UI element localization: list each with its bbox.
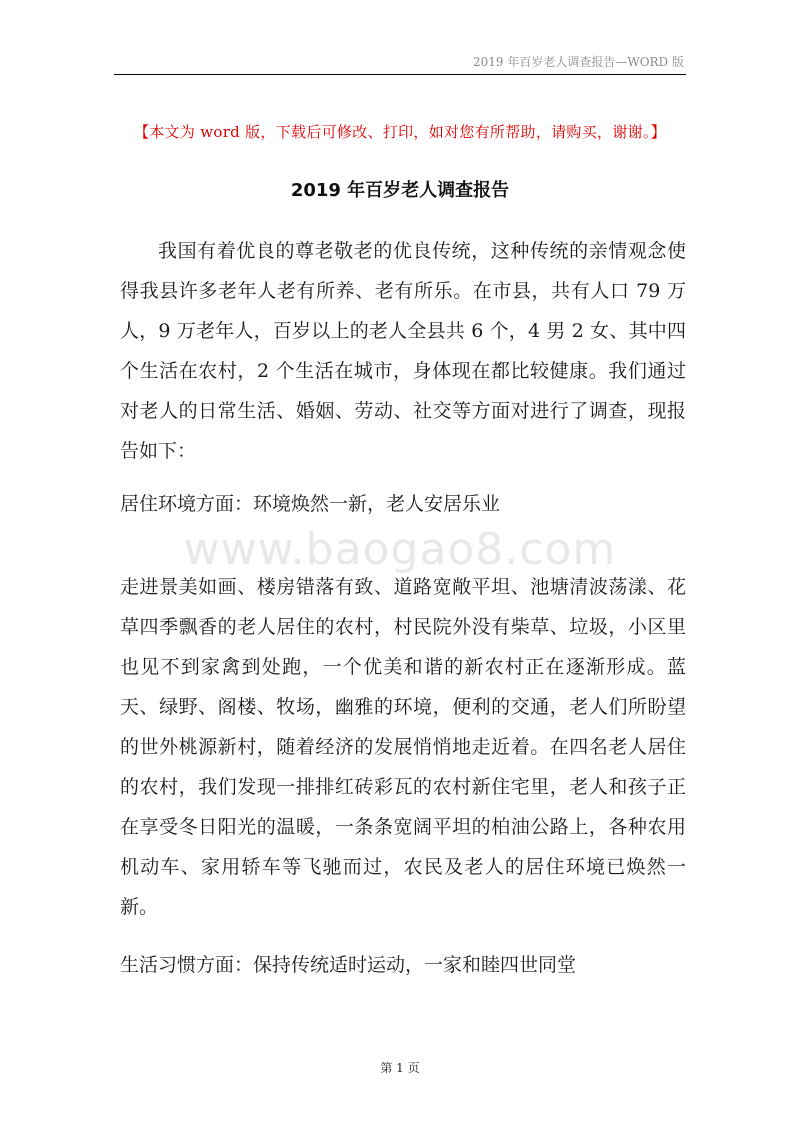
section-heading-living-environment: 居住环境方面：环境焕然一新，老人安居乐业 <box>120 493 501 515</box>
section-heading-living-habits: 生活习惯方面：保持传统适时运动，一家和睦四世同堂 <box>120 954 577 976</box>
page-number: 第 1 页 <box>380 1061 420 1075</box>
watermark-text: www.baogao8.com <box>183 524 617 575</box>
living-environment-paragraph: 走进景美如画、楼房错落有致、道路宽敞平坦、池塘清波荡漾、花草四季飘香的老人居住的农村，村民院外没有柴草、垃圾，小区里也见不到家禽到处跑，一个优美和谐的新农村正在逐渐形成。蓝天、绿野、阁楼、牧场，幽雅的环境，便利的交通，老人们所盼望的世外桃源新村，随着经济的发展悄悄地走近着。在四名老人居住的农村，我们发现一排排红砖彩瓦的农村新住宅里，老人和孩子正在享受冬日阳光的温暖，一条条宽阔平坦的柏油公路上，各种农用机动车、家用轿车等飞驰而过，农民及老人的居住环境已焕然一新。 <box>120 576 686 918</box>
header-divider <box>114 74 686 75</box>
download-notice: 【本文为 word 版，下载后可修改、打印，如对您有所帮助，请购买，谢谢。】 <box>133 123 667 141</box>
document-title: 2019 年百岁老人调查报告 <box>290 180 510 201</box>
intro-paragraph: 我国有着优良的尊老敬老的优良传统，这种传统的亲情观念使得我县许多老年人老有所养、老有所乐。在市县，共有人口 79 万人，9 万老年人，百岁以上的老人全县共 6 个，4 男 2 女、其中四个生活在农村，2 个生活在城市，身体现在都比较健康。我们通过对老人的日常生活、婚姻、劳动、社交等方面对进行了调查，现报告如下： <box>120 240 686 462</box>
running-header: 2019 年百岁老人调查报告—WORD 版 <box>473 55 684 69</box>
